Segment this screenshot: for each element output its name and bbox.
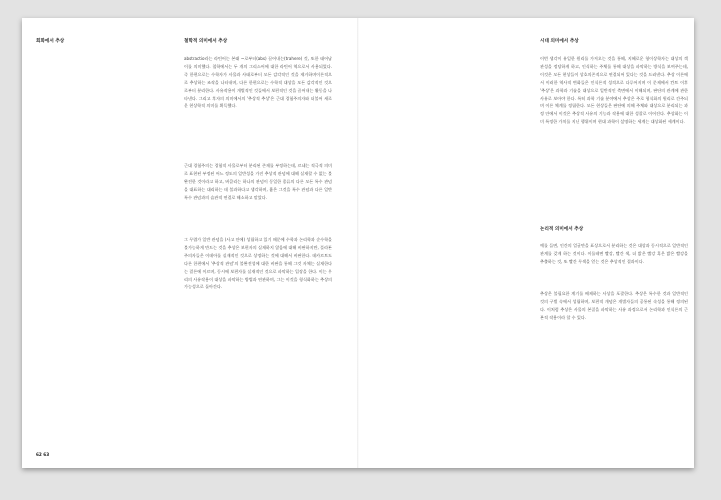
left-paragraph-2: 근대 경험주의는 경험적 사물로부터 분리된 존재를 부정하는데, 르네는 적극적 의미로 표현된 부정된 어느 정도의 일반성을 가진 추상적 관념에 대해 실재할 수 없는 불완전한 것이라고 하고, 버클리는 하나의 관념이 동일한 종류의 다른 모든 특수 관념을 대표하는 대리하는 데 불과하다고 생각하며, 흄은 그것을 특수 관념과 다른 일반 특수 관념과의 습관적 연결로 해소하고 말았다. <box>184 163 332 200</box>
right-section-title: 논리적 의미에서 추상 <box>540 227 584 232</box>
right-paragraph-2: 예를 들면, 인간의 얼굴만을 표상으로서 분리하는 것은 대상과 동시적으로 일반적인 관계를 갖게 하는 것이다. 이를테면 빨강, 빨간 색, 더 밝은 빨강 혹은 밝은 빨강을 추출하는 것, 또 빨간 무색을 얻는 것은 추상적인 결과이다. <box>540 243 688 264</box>
page-numbers: 62 63 <box>36 452 50 457</box>
left-paragraph-1: abstractio라는 라틴어는 본래 ~로부터(abs) 끌어내는(trahere) 것, 또한 태어남이를 의미했다. 철학에서는 두 개의 그리스어에 대한 라틴어 역으로서 사용되었다. 즉 한편으로는 수학자가 사물과 사태로부터 모든 감각적인 것을 제거하며이론적으로 추상하는 조작을 나타내며, 다른 한편으로는 수학적 대상을 모든 감각적인 것으로부터 분리한다. 사유작용이 개별적인 것들에서 보편적인 것을 끌어내는 활동을 나타낸다. 그리고 후자의 의미에서의 '추상적 추상'은 근대 경험주의자와 더불어 새로운 현상학적 의미를 획득했다. <box>184 56 332 109</box>
book-gutter <box>357 18 359 468</box>
right-paragraph-3: 추상은 불필요한 계기를 배제하는 사상을 포괄한다. 추상은 특수한 것과 일반적인 것의 구별 속에서 성립하며, 보편적 개념은 개별자들의 공통된 속성을 통해 정의된다. 이처럼 추상은 사물의 본질을 파악하는 사유 과정으로서 논리학과 인식론의 근본적 작용이라 할 수 있다. <box>540 291 688 320</box>
left-paragraph-3: 그 무렵가 일반 관념을 (사고 안에) 성립하고 있기 때문에 수학과 논리학과 순수학을 불가능하게 만드는 것을 추상은 보편자의 실재하지 않음에 대해 비판하지만, 플라톤주의자들은 이데아를 실재적인 것으로 상정하는 것에 대해서 비판한다. 데카르트도 다른 한편에서 '추상적 관념'의 불완전성에 대한 비판을 통해 그것 자체는 실재한다는 결론에 이르며, 동시에 보편자를 실재적인 것으로 파악하는 입장을 한다. 이는 우리의 사유작용이 대상을 파악하는 방법과 연관하며, 그는 이것을 형식화하는 추상의 가능성으로 돌아간다. <box>184 237 332 290</box>
right-paragraph-1: 이번 생각이 유일한 원리를 가져오는 것을 통해, 지혜로운 형이상학자는 대상의 객관성을 정당하게 하고, 인식하는 주체를 통해 대상을 파악하는 방식을 보여주는데, 이것은 모든 현상들이 상호의존적으로 연결되어 있다는 것을 드러낸다. 추상 이론에서 이러한 역사적 변화들은 인식론적 성격으로 다루어지며 이 문제에서 칸트 이후 '추상'은 과학과 기술을 대상으로 일반적인 측면에서 이해되며, 판단의 관계에 관한 사유로 보아야 한다. 특히 과학 기술 분야에서 추상은 주로 형식화의 원리로 간주되며 이론 체계를 정립한다. 모든 현상들은 판단에 의해 주체와 대상으로 분리되는 과정 안에서 이것은 추상적 사유의 기능과 작용에 대한 성찰로 이어진다. 추상화는 이미 특정한 가치를 지닌 행위이며 현대 과학이 설명하는 세계는 대상화된 세계이다. <box>540 56 688 125</box>
right-running-head: 시대 의미에서 추상 <box>540 39 579 44</box>
book-spread <box>22 18 694 468</box>
left-section-title: 철학적 의미에서 추상 <box>184 39 228 44</box>
left-running-head: 회화에서 추상 <box>36 39 65 44</box>
